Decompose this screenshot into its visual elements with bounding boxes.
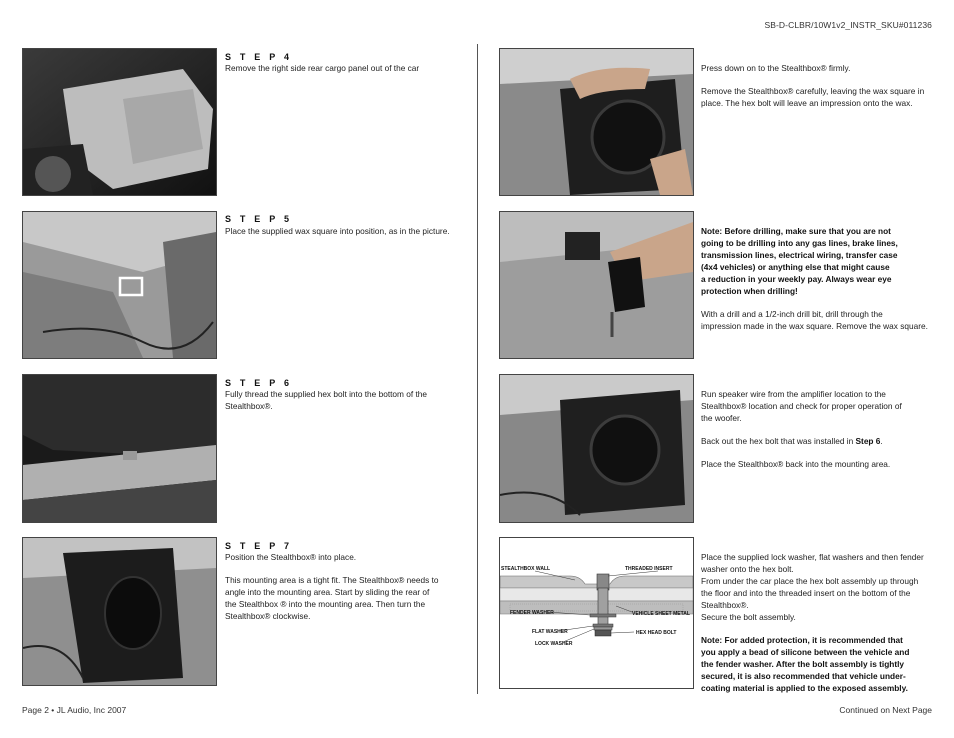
wire-text: Run speaker wire from the amplifier location to the Stealthbox® location and check for proper operation of the woofer. Back out the hex bolt that was installed in Step 6. Place the Stealthbox® back into the mounting area.: [701, 389, 902, 469]
wire-photo: [499, 374, 694, 523]
bolt-assembly-text: Place the supplied lock washer, flat washers and then fender washer onto the hex bolt. From under the car place the hex bolt assembly up through the floor and into the threaded insert on the bottom of the Stealthbox®. Secure the bolt assembly. Note: For added protection, it is recommended that you apply a bead of silicone between the vehicle and the fender washer. After the bolt assembly is tightly secured, it is also recommended that vehicle under- coating material is applied to the exposed assembly.: [701, 552, 924, 693]
press-down-photo: [499, 48, 694, 196]
step7-title: S T E P 7: [225, 541, 293, 551]
label-hex-head-bolt: HEX HEAD BOLT: [636, 630, 677, 636]
step5-photo: [22, 211, 217, 359]
press-down-text: Press down on to the Stealthbox® firmly. Remove the Stealthbox® carefully, leaving the wax square in place. The hex bolt will leave an impression onto the wax.: [701, 63, 925, 108]
label-flat-washer: FLAT WASHER: [532, 629, 568, 635]
step6-title: S T E P 6: [225, 378, 293, 388]
label-lock-washer: LOCK WASHER: [535, 641, 573, 647]
step4-text: Remove the right side rear cargo panel out of the car: [225, 63, 420, 73]
label-threaded-insert: THREADED INSERT: [625, 566, 673, 572]
step4-title: S T E P 4: [225, 52, 293, 62]
document-id: SB-D-CLBR/10W1v2_INSTR_SKU#011236: [764, 20, 932, 30]
footer-continued: Continued on Next Page: [839, 705, 932, 715]
column-divider: [477, 44, 478, 694]
label-fender-washer: FENDER WASHER: [510, 610, 554, 616]
step6-text: Fully thread the supplied hex bolt into the bottom of the Stealthbox®.: [225, 389, 428, 411]
drilling-text: Note: Before drilling, make sure that you are not going to be drilling into any gas lines, brake lines, transmission lines, electrical wiring, transfer case (4x4 vehicles) or anything else that might cause a reduction in your weekly pay. Always wear eye protection when drilling! With a drill and a 1/2-inch drill bit, drill through the impression made in the wax square. Remove the wax square.: [701, 226, 928, 331]
diagram-drawing: [500, 538, 693, 688]
step7-text: Position the Stealthbox® into place. This mounting area is a tight fit. The Stealthbox® needs to angle into the mounting area. Start by sliding the rear of the Stealthbox ® into the mounting area. Then turn the Stealthbox® clockwise.: [225, 552, 439, 621]
label-stealthbox-wall: STEALTHBOX WALL: [501, 566, 551, 572]
step5-text: Place the supplied wax square into position, as in the picture.: [225, 226, 450, 236]
label-vehicle-sheet-metal: VEHICLE SHEET METAL: [632, 611, 690, 617]
step7-photo: [22, 537, 217, 686]
drilling-photo: [499, 211, 694, 359]
bolt-assembly-diagram: [499, 537, 694, 689]
footer-page-info: Page 2 • JL Audio, Inc 2007: [22, 705, 127, 715]
step4-photo: [22, 48, 217, 196]
step5-title: S T E P 5: [225, 214, 293, 224]
step6-photo: [22, 374, 217, 523]
